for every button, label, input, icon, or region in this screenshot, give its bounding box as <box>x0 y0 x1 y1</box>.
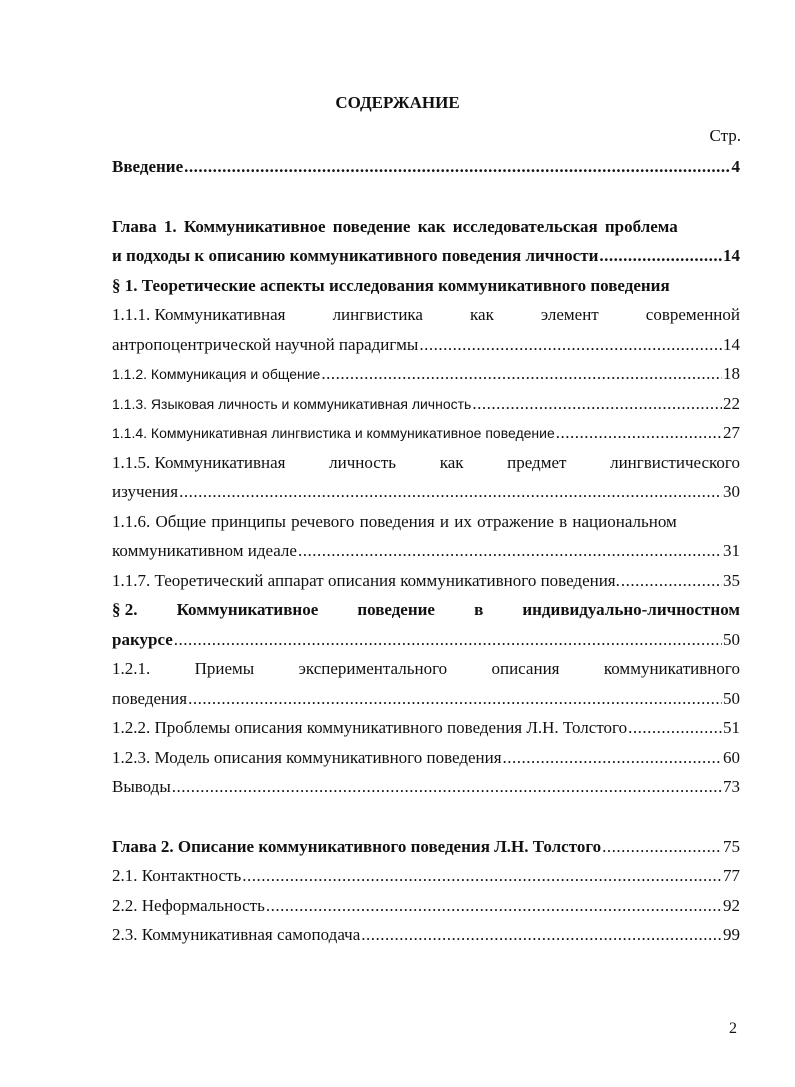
toc-entry-text: 1.1.4. Коммуникативная лингвистика и коммуникативное поведение <box>112 425 555 441</box>
toc-entry-2-2[interactable] <box>112 891 740 921</box>
toc-entry-page: 60 <box>723 747 740 767</box>
toc-entry-text-cont: изучения <box>112 482 179 501</box>
toc-entry-text: 1.1.6. Общие принципы речевого поведения и их отражение в национальном <box>112 511 677 531</box>
dot-leader <box>472 389 722 419</box>
dot-leader <box>628 713 722 743</box>
toc-entry-page: 99 <box>723 925 740 944</box>
toc-entry-page: 50 <box>723 629 740 649</box>
dot-leader <box>621 566 722 596</box>
toc-entry-page: 77 <box>723 866 740 885</box>
dot-leader <box>174 625 722 655</box>
toc-entry-2-3[interactable] <box>112 920 740 950</box>
toc-entry-text: Введение <box>112 157 184 176</box>
toc-word: в <box>474 600 484 619</box>
toc-entry-text: 1.1.2. Коммуникация и общение <box>112 366 321 382</box>
toc-entry-text: 2.2. Неформальность <box>112 895 265 915</box>
dot-leader <box>172 772 722 802</box>
dot-leader <box>321 359 722 389</box>
toc-entry-page: 92 <box>723 895 740 915</box>
toc-entry-text: 1.1.3. Языковая личность и коммуникативная личность <box>112 395 472 412</box>
toc-entry-text-cont: антропоцентрической научной парадигмы <box>112 334 419 354</box>
toc-entry-text: 2.3. Коммуникативная самоподача <box>112 925 361 944</box>
toc-word: § 2. <box>112 600 138 619</box>
toc-entry-text-cont: поведения <box>112 688 188 708</box>
toc-word: индивидуально-личностном <box>522 600 740 619</box>
toc-entry-text: Глава 1. Коммуникативное поведение как исследовательская проблема <box>112 216 678 236</box>
toc-entry-page: 30 <box>723 482 740 501</box>
toc-entry-text-cont: коммуникативном идеале <box>112 541 297 560</box>
toc-entry-page: 4 <box>731 157 740 176</box>
toc-entry-text: § 1. Теоретические аспекты исследования коммуникативного поведения <box>112 275 670 295</box>
toc-entry-text: 1.1.7. Теоретический аппарат описания коммуникативного поведения. <box>112 570 620 590</box>
toc-word: лингвистического <box>610 452 740 472</box>
toc-entry-2-1[interactable] <box>112 861 740 891</box>
toc-entry-section-1[interactable] <box>112 271 740 301</box>
toc-word: 1.1.1. Коммуникативная <box>112 305 286 324</box>
toc-word: элемент <box>540 305 599 324</box>
toc-word: 1.1.5. Коммуникативная <box>112 452 286 472</box>
toc-entry-introduction[interactable] <box>112 152 740 182</box>
toc-entry-page: 73 <box>723 777 740 796</box>
toc-word: экспериментального <box>298 659 448 678</box>
toc-entry-1-2-2[interactable] <box>112 713 740 743</box>
toc-entry-page: 75 <box>723 836 740 856</box>
toc-word: личность <box>329 452 397 472</box>
toc-entry-1-1-2[interactable] <box>112 359 740 389</box>
toc-entry-text: 1.2.3. Модель описания коммуникативного поведения <box>112 747 502 767</box>
toc-entry-page: 51 <box>723 718 740 737</box>
toc-entry-page: 22 <box>723 393 740 413</box>
toc-entry-chapter-1[interactable] <box>112 212 740 271</box>
toc-entry-1-1-7[interactable] <box>112 566 740 596</box>
dot-leader <box>242 861 722 891</box>
toc-entry-1-1-4[interactable] <box>112 418 740 448</box>
toc-entry-page: 27 <box>723 423 740 442</box>
dot-leader <box>556 418 722 448</box>
toc-entry-text: Выводы <box>112 777 171 796</box>
toc-entry-page: 35 <box>723 570 740 590</box>
toc-entry-text: 2.1. Контактность <box>112 866 242 885</box>
dot-leader <box>602 832 722 862</box>
toc-entry-conclusions[interactable] <box>112 772 740 802</box>
toc-entry-1-1-1[interactable] <box>112 300 740 359</box>
toc-word: поведение <box>357 600 435 619</box>
toc-title: СОДЕРЖАНИЕ <box>335 93 460 112</box>
dot-leader <box>188 684 722 714</box>
page-column-label: Стр. <box>709 126 741 145</box>
toc-entry-1-1-3[interactable] <box>112 389 740 419</box>
toc-entry-1-1-5[interactable] <box>112 448 740 507</box>
toc-entry-section-2[interactable] <box>112 595 740 654</box>
toc-word: предмет <box>507 452 567 472</box>
toc-entry-1-2-3[interactable] <box>112 743 740 773</box>
dot-leader <box>179 477 722 507</box>
toc-word: как <box>470 305 494 324</box>
dot-leader <box>419 330 722 360</box>
toc-word: лингвистика <box>332 305 423 324</box>
toc-word: описания <box>491 659 560 678</box>
dot-leader <box>599 241 722 271</box>
toc-entry-1-2-1[interactable] <box>112 654 740 713</box>
dot-leader <box>184 152 730 182</box>
toc-entry-page: 31 <box>723 541 740 560</box>
toc-word: 1.2.1. <box>112 659 151 678</box>
toc-entry-page: 18 <box>723 364 740 383</box>
page-number: 2 <box>729 1020 737 1037</box>
toc-word: коммуникативного <box>603 659 740 678</box>
toc-entry-text-cont: и подходы к описанию коммуникативного поведения личности <box>112 246 599 265</box>
toc-word: как <box>439 452 464 472</box>
toc-entry-text: 1.2.2. Проблемы описания коммуникативного поведения Л.Н. Толстого <box>112 718 628 737</box>
toc-entry-1-1-6[interactable] <box>112 507 740 566</box>
toc-entry-text-cont: ракурсе <box>112 629 173 649</box>
toc-entry-page: 14 <box>723 246 740 265</box>
toc-entry-page: 50 <box>723 688 740 708</box>
dot-leader <box>503 743 722 773</box>
dot-leader <box>361 920 722 950</box>
toc-word: Приемы <box>194 659 255 678</box>
dot-leader <box>266 891 722 921</box>
table-of-contents <box>112 152 740 950</box>
dot-leader <box>298 536 722 566</box>
toc-entry-chapter-2[interactable] <box>112 832 740 862</box>
toc-entry-page: 14 <box>723 334 740 354</box>
toc-entry-text: Глава 2. Описание коммуникативного поведения Л.Н. Толстого <box>112 836 602 856</box>
toc-word: современной <box>645 305 740 324</box>
toc-word: Коммуникативное <box>176 600 319 619</box>
